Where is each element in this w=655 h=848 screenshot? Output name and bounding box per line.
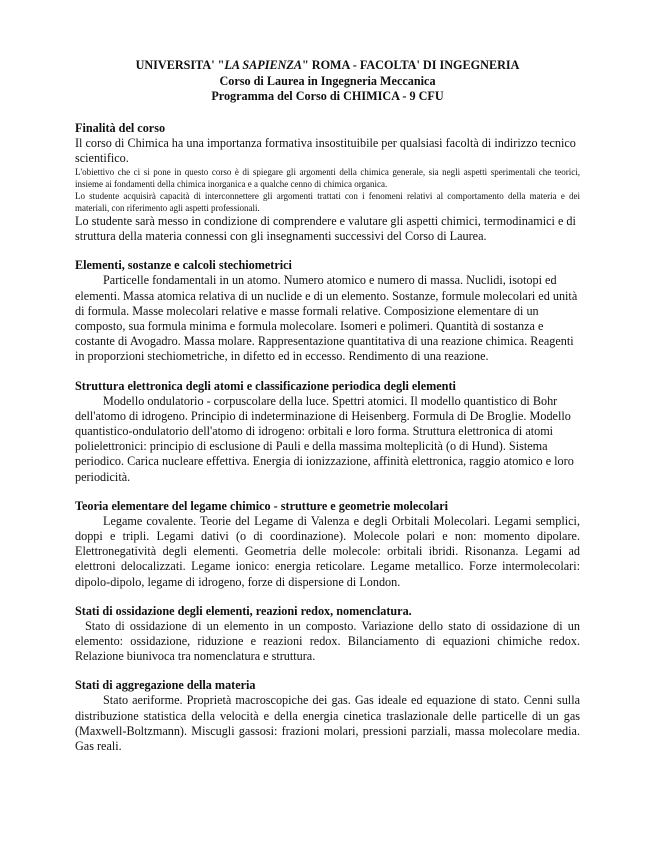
section-ossidazione <box>75 604 580 665</box>
document-header <box>75 58 580 105</box>
paragraph: Stato di ossidazione di un elemento in un composto. Variazione dello stato di ossidazione di un elemento: ossidazione, riduzione e reazioni redox. Bilanciamento di equazioni chimiche redox. Relazione biunivoca tra nomenclatura e struttura. <box>75 618 580 664</box>
degree-course-line: Corso di Laurea in Ingegneria Meccanica <box>219 73 436 88</box>
section-title: Stati di ossidazione degli elementi, reazioni redox, nomenclatura. <box>75 603 412 618</box>
paragraph: Lo studente sarà messo in condizione di comprendere e valutare gli aspetti chimici, termodinamici e di struttura della materia connessi con gli insegnamenti successivi del Corso di Laurea. <box>75 213 576 244</box>
paragraph-small: Lo studente acquisirà capacità di interconnettere gli argomenti trattati con i fenomeni relativi al comportamento della materia e dei materiali, con riferimento agli aspetti professionali. <box>75 190 580 213</box>
program-title: Programma del Corso di CHIMICA - 9 CFU <box>211 89 444 103</box>
paragraph: Modello ondulatorio - corpuscolare della luce. Spettri atomici. Il modello quantistico di Bohr dell'atomo di idrogeno. Principio di indeterminazione di Heisenberg. Formula di De Broglie. Modello quantistico-ondulatorio dell'atomo di idrogeno: orbitali e loro forma. Struttura elettronica di atomi polielettronici: principio di esclusione di Pauli e della massima molteplicità (o di Hund). Sistema periodico. Carica nucleare effettiva. Energia di ionizzazione, affinità elettronica, raggio atomico e loro periodicità. <box>75 393 574 484</box>
document-page <box>75 58 580 754</box>
paragraph-small: L'obiettivo che ci si pone in questo corso è di spiegare gli argomenti della chimica generale, sia negli aspetti sperimentali che teorici, insieme ai fondamenti della chimica inorganica e a qualche cenno di chimica organica. <box>75 166 580 189</box>
section-finalita <box>75 121 580 245</box>
section-title: Teoria elementare del legame chimico - strutture e geometrie molecolari <box>75 498 449 513</box>
paragraph: Stato aeriforme. Proprietà macroscopiche dei gas. Gas ideale ed equazione di stato. Cenni sulla distribuzione statistica della velocità e della energia cinetica traslazionale delle particelle di un gas (Maxwell-Boltzmann). Miscugli gassosi: frazioni molari, pressioni parziali, massa molecolare media. Gas reali. <box>75 693 580 753</box>
paragraph: Legame covalente. Teorie del Legame di Valenza e degli Orbitali Molecolari. Legami semplici, doppi e tripli. Legami dativi (o di coordinazione). Molecole polari e non: momento dipolare. Elettronegatività degli elementi. Geometria delle molecole: orbitali ibridi. Risonanza. Legami ad elettroni delocalizzati. Legame ionico: energia reticolare. Legame metallico. Forze intermolecolari: dipolo-dipolo, legame di idrogeno, forze di dispersione di London. <box>75 513 580 589</box>
section-aggregazione <box>75 678 580 754</box>
university-name: LA SAPIENZA <box>224 58 302 72</box>
section-title: Stati di aggregazione della materia <box>75 678 256 693</box>
section-struttura <box>75 379 580 485</box>
section-title: Finalità del corso <box>75 120 166 135</box>
university-line: UNIVERSITA' "LA SAPIENZA" ROMA - FACOLTA' DI INGEGNERIA <box>135 58 520 72</box>
section-title: Elementi, sostanze e calcoli stechiometrici <box>75 258 292 273</box>
paragraph: Particelle fondamentali in un atomo. Numero atomico e numero di massa. Nuclidi, isotopi ed elementi. Massa atomica relativa di un nuclide e di un elemento. Sostanze, formule molecolari ed unità di formula. Masse molecolari relative e masse formali relative. Composizione elementare di un composto, sua formula minima e formula molecolare. Isomeri e polimeri. Quantità di sostanza e costante di Avogadro. Massa molare. Rappresentazione quantitativa di una reazione chimica. Reagenti in proporzioni stechiometriche, in difetto ed in eccesso. Rendimento di una reazione. <box>75 273 578 364</box>
section-elementi <box>75 258 580 364</box>
section-legame <box>75 499 580 590</box>
section-title: Struttura elettronica degli atomi e classificazione periodica degli elementi <box>75 378 456 393</box>
paragraph: Il corso di Chimica ha una importanza formativa insostituibile per qualsiasi facoltà di indirizzo tecnico scientifico. <box>75 135 576 165</box>
